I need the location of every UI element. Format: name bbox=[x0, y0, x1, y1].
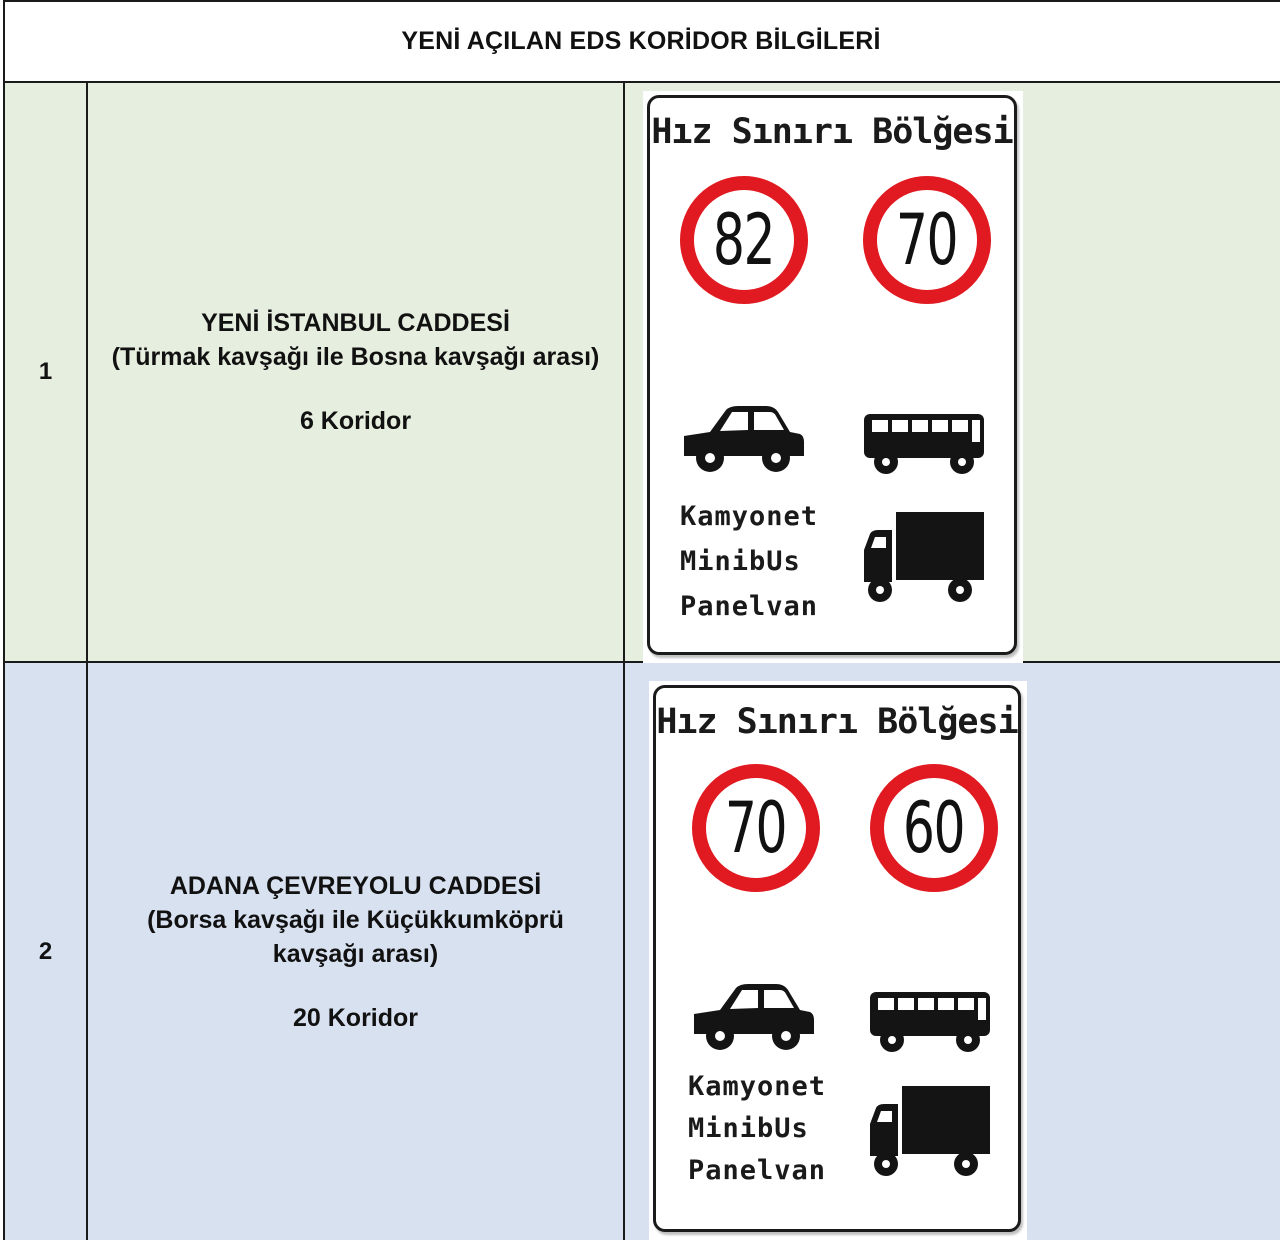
speed-limit-car bbox=[680, 176, 808, 304]
corridor-count: 6 Koridor bbox=[299, 407, 412, 435]
street-name: ADANA ÇEVREYOLU CADDESİ bbox=[169, 871, 542, 900]
sign-title: Hız Sınırı Bölğesi bbox=[656, 702, 1018, 742]
vehicle-type-label: Panelvan bbox=[688, 1155, 827, 1186]
table-title-row bbox=[3, 0, 1280, 83]
car-icon bbox=[680, 398, 806, 478]
sign-cell bbox=[625, 663, 1280, 1240]
speed-zone-sign bbox=[647, 95, 1017, 655]
speed-limit-bus-value: 70 bbox=[896, 199, 958, 281]
vehicle-list bbox=[688, 1066, 826, 1192]
vehicle-type-label: Kamyonet bbox=[680, 501, 819, 532]
vehicle-type-label: MinibUs bbox=[680, 546, 801, 577]
bus-icon bbox=[862, 410, 986, 480]
speed-limit-car-value: 70 bbox=[725, 787, 787, 869]
row-number: 1 bbox=[5, 83, 88, 661]
vehicle-type-label: Kamyonet bbox=[688, 1071, 827, 1102]
street-range: (Borsa kavşağı ile Küçükkumköprü kavşağı arası) bbox=[147, 905, 564, 968]
corridor-description bbox=[88, 663, 625, 1240]
table-title: YENİ AÇILAN EDS KORİDOR BİLGİLERİ bbox=[401, 27, 881, 55]
speed-zone-sign-image bbox=[649, 681, 1027, 1240]
speed-limit-bus-value: 60 bbox=[903, 787, 965, 869]
street-range: (Türmak kavşağı ile Bosna kavşağı arası) bbox=[111, 343, 600, 371]
speed-limit-car bbox=[692, 764, 820, 892]
table-row bbox=[3, 83, 1280, 663]
sign-cell bbox=[625, 83, 1280, 661]
corridor-count: 20 Koridor bbox=[292, 1003, 419, 1032]
corridor-description bbox=[88, 83, 625, 661]
vehicle-list bbox=[680, 494, 818, 629]
vehicle-type-label: MinibUs bbox=[688, 1113, 809, 1144]
speed-limit-bus bbox=[870, 764, 998, 892]
speed-zone-sign-image bbox=[643, 91, 1023, 663]
truck-icon bbox=[862, 510, 986, 610]
car-icon bbox=[690, 976, 816, 1056]
truck-icon bbox=[868, 1084, 992, 1184]
speed-limit-car-value: 82 bbox=[713, 199, 775, 281]
document bbox=[3, 0, 1280, 1240]
table-row bbox=[3, 663, 1280, 1240]
sign-title: Hız Sınırı Bölğesi bbox=[651, 112, 1013, 152]
street-name: YENİ İSTANBUL CADDESİ bbox=[201, 309, 510, 337]
vehicle-type-label: Panelvan bbox=[680, 591, 819, 622]
speed-zone-sign bbox=[653, 685, 1021, 1232]
speed-limit-bus bbox=[863, 176, 991, 304]
row-number: 2 bbox=[5, 663, 88, 1240]
bus-icon bbox=[868, 988, 992, 1058]
